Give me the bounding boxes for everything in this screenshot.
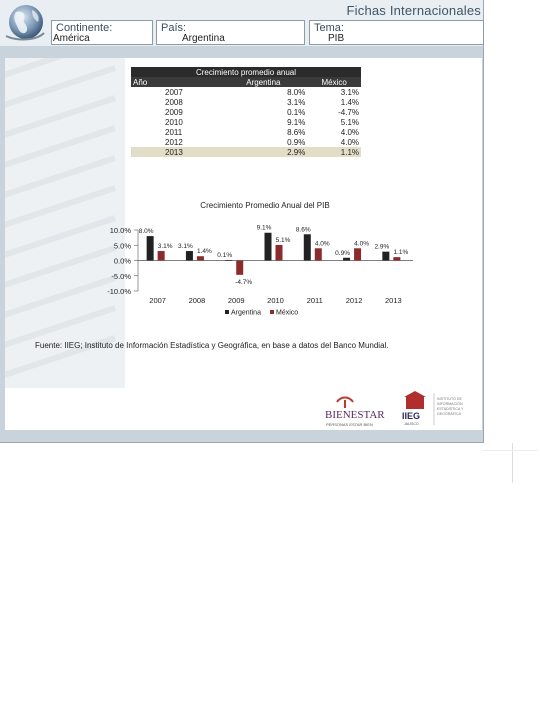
table-cell: 2013 bbox=[131, 147, 219, 157]
gdp-growth-chart bbox=[95, 199, 435, 317]
table-cell: 2007 bbox=[165, 87, 183, 97]
topic-field bbox=[309, 20, 484, 45]
table-cell: 8.0% bbox=[287, 87, 306, 97]
x-tick-label: 2007 bbox=[149, 296, 166, 305]
table-cell: 2011 bbox=[165, 127, 183, 137]
data-label: 4.0% bbox=[354, 240, 369, 248]
bar-mxico bbox=[197, 256, 204, 260]
iieg-logo bbox=[398, 391, 478, 427]
bienestar-wordmark: BIENESTAR bbox=[325, 409, 385, 421]
data-label: -4.7% bbox=[235, 278, 253, 286]
column-header: Argentina bbox=[219, 77, 307, 87]
table-cell: 0.9% bbox=[287, 137, 306, 147]
table-cell: -4.7% bbox=[338, 107, 359, 117]
x-tick-label: 2009 bbox=[227, 296, 245, 305]
bar-argentina bbox=[225, 260, 232, 261]
legend-label: Argentina bbox=[231, 309, 261, 317]
globe-icon bbox=[2, 2, 46, 42]
legend-swatch bbox=[225, 310, 229, 314]
table-row bbox=[131, 97, 361, 107]
legend-label: México bbox=[276, 309, 299, 317]
growth-table bbox=[131, 67, 361, 157]
site-title: Fichas Internacionales bbox=[346, 3, 481, 18]
data-label: 3.1% bbox=[157, 243, 173, 251]
iieg-description-line: INFORMACIÓN bbox=[437, 402, 463, 406]
bar-mxico bbox=[393, 257, 400, 260]
table-cell: 8.6% bbox=[287, 127, 306, 137]
iieg-description-line: GEOGRÁFICA bbox=[437, 412, 461, 416]
topic-label: Tema: bbox=[314, 22, 344, 34]
table-cell: 3.1% bbox=[340, 87, 359, 97]
y-tick-label: 10.0% bbox=[109, 226, 131, 235]
bar-argentina bbox=[147, 236, 154, 260]
country-field bbox=[156, 20, 305, 45]
bar-mxico bbox=[354, 248, 361, 260]
table-row bbox=[131, 87, 361, 97]
table-cell: 9.1% bbox=[287, 117, 306, 127]
y-tick-label: 0.0% bbox=[113, 256, 131, 266]
iieg-description-line: ESTADÍSTICA Y bbox=[437, 407, 464, 411]
bar-mxico bbox=[158, 251, 165, 260]
bar-argentina bbox=[343, 258, 350, 261]
data-label: 8.6% bbox=[295, 226, 311, 234]
continent-label: Continente: bbox=[56, 22, 113, 34]
table-cell: 1.4% bbox=[340, 97, 359, 107]
x-tick-label: 2008 bbox=[188, 296, 206, 305]
topic-value: PIB bbox=[328, 33, 345, 44]
y-tick-label: -5.0% bbox=[111, 271, 131, 281]
column-header: Año bbox=[131, 77, 219, 87]
content-panel bbox=[5, 58, 482, 430]
bar-argentina bbox=[265, 233, 272, 261]
country-label: País: bbox=[161, 22, 187, 34]
table-row bbox=[131, 137, 361, 147]
data-label: 0.1% bbox=[217, 252, 233, 260]
data-label: 1.1% bbox=[393, 249, 409, 257]
divider bbox=[512, 443, 513, 483]
sheet-header bbox=[0, 0, 483, 46]
table-cell: 0.1% bbox=[287, 107, 306, 117]
table-row bbox=[131, 117, 361, 127]
table-cell: 2009 bbox=[165, 107, 183, 117]
x-tick-label: 2011 bbox=[306, 296, 323, 305]
table-header-row bbox=[131, 77, 361, 87]
table-row-highlighted bbox=[131, 147, 361, 157]
iieg-subtitle: JALISCO bbox=[404, 422, 419, 426]
table-cell: 5.1% bbox=[340, 117, 359, 127]
table-cell: 3.1% bbox=[287, 97, 306, 107]
chart-title: Crecimiento Promedio Anual del PIB bbox=[200, 201, 330, 210]
x-tick-label: 2012 bbox=[345, 296, 363, 305]
data-label: 9.1% bbox=[256, 224, 272, 232]
table-cell: 2.9% bbox=[219, 147, 307, 157]
column-header: México bbox=[307, 77, 361, 87]
data-label: 8.0% bbox=[138, 228, 154, 236]
iieg-wordmark: IIEG bbox=[402, 411, 421, 421]
data-label: 5.1% bbox=[275, 236, 291, 244]
legend-swatch bbox=[270, 310, 274, 314]
bar-mxico bbox=[276, 245, 283, 261]
x-tick-label: 2010 bbox=[267, 296, 284, 305]
divider bbox=[483, 450, 538, 451]
data-label: 4.0% bbox=[314, 240, 330, 248]
country-value: Argentina bbox=[182, 33, 225, 44]
bar-argentina bbox=[186, 251, 193, 260]
table-caption: Crecimiento promedio anual bbox=[131, 67, 361, 77]
table-cell: 2010 bbox=[165, 117, 183, 127]
bienestar-subtitle: PERSONAS ESTAR BIEN bbox=[326, 422, 373, 427]
table-cell: 4.0% bbox=[340, 127, 359, 137]
bar-argentina bbox=[382, 252, 389, 261]
table-cell: 2008 bbox=[165, 97, 183, 107]
bar-argentina bbox=[304, 234, 311, 260]
table-cell: 2012 bbox=[165, 137, 183, 147]
data-label: 1.4% bbox=[197, 248, 212, 256]
source-note: Fuente: IIEG; Instituto de Información Estadística y Geográfica, en base a datos del Banco Mundial. bbox=[35, 341, 389, 350]
data-label: 2.9% bbox=[374, 243, 390, 251]
x-tick-label: 2013 bbox=[385, 296, 402, 305]
table-row bbox=[131, 107, 361, 117]
table-row bbox=[131, 127, 361, 137]
iieg-description-line: INSTITUTO DE bbox=[437, 397, 462, 401]
bienestar-logo bbox=[323, 396, 389, 430]
continent-field bbox=[51, 20, 153, 45]
table-cell: 1.1% bbox=[307, 147, 361, 157]
bar-mxico bbox=[236, 261, 243, 275]
continent-value: América bbox=[53, 33, 90, 44]
table-cell: 4.0% bbox=[340, 137, 359, 147]
y-tick-label: -10.0% bbox=[107, 287, 131, 296]
y-tick-label: 5.0% bbox=[113, 241, 131, 251]
bar-mxico bbox=[315, 248, 322, 260]
data-label: 3.1% bbox=[178, 243, 193, 251]
data-label: 0.9% bbox=[335, 249, 350, 257]
